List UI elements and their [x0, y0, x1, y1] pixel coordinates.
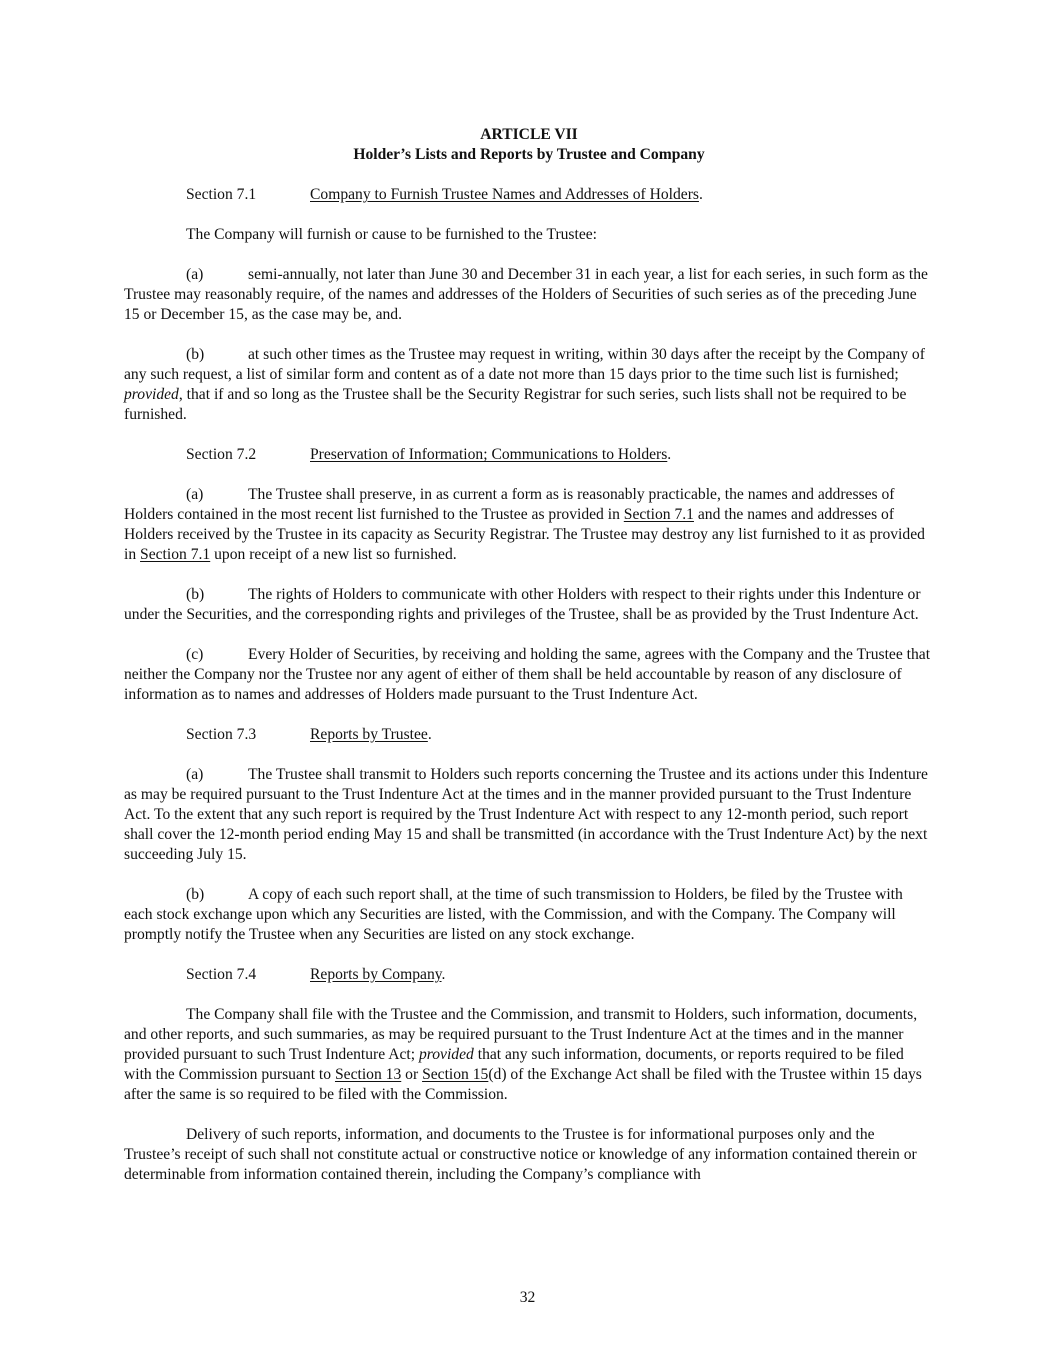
section-7-3-b	[124, 885, 934, 945]
section-7-2-heading: Section 7.2 Preservation of Information; Communications to Holders.	[186, 446, 672, 463]
section-7-3-heading: Section 7.3 Reports by Trustee.	[186, 726, 432, 743]
clause-text: and the names and addresses of Holders received by the Trustee in its capacity as Security Registrar. The Trustee may destroy any list furnished to it as provided in	[124, 506, 925, 563]
section-7-1-reference: Section 7.1	[140, 546, 211, 563]
clause-label: (b)	[186, 886, 205, 903]
section-7-1-intro: The Company will furnish or cause to be furnished to the Trustee:	[186, 226, 598, 243]
clause-text: at such other times as the Trustee may request in writing, within 30 days after the receipt by the Company of any such request, a list of similar form and content as of a date not more than 15 days prior to the time such list is furnished;	[124, 346, 925, 383]
clause-text: The Trustee shall transmit to Holders such reports concerning the Trustee and its actions under this Indenture as may be required pursuant to the Trust Indenture Act at the times and in the manner provided pursuant to the Trust Indenture Act. To the extent that any such report is required by the Trust Indenture Act with respect to any 12-month period, such report shall cover the 12-month period ending May 15 and shall be transmitted (in accordance with the Trust Indenture Act) by the next succeeding July 15.	[124, 766, 928, 863]
paragraph-text: The Company shall file with the Trustee and the Commission, and transmit to Holders, such information, documents, and other reports, and such summaries, as may be required pursuant to the Trust Indenture Act at the times and in the manner provided pursuant to such Trust Indenture Act;	[124, 1006, 918, 1063]
clause-text: Every Holder of Securities, by receiving and holding the same, agrees with the Company and the Trustee that neither the Company nor the Trustee nor any agent of either of them shall be held accountable by reason of any disclosure of information as to names and addresses of Holders made pursuant to the Trust Indenture Act.	[124, 646, 931, 703]
paragraph-text: or	[405, 1066, 419, 1083]
section-number: Section 7.1	[186, 186, 257, 203]
section-7-4-paragraph-2: Delivery of such reports, information, and documents to the Trustee is for informational purposes only and the Trustee’s receipt of such shall not constitute actual or constructive notice or knowledge of any information contained therein or determinable from information contained therein, including the Company’s compliance with	[124, 1126, 917, 1183]
page-number: 32	[519, 1289, 536, 1306]
section-7-1-a	[124, 265, 934, 325]
section-7-1-heading: Section 7.1 Company to Furnish Trustee Names and Addresses of Holders.	[186, 186, 703, 203]
section-title: Reports by Trustee	[310, 726, 428, 743]
paragraph-text: (d) of the Exchange Act shall be filed with the Trustee within 15 days after the same is so required to be filed with the Commission.	[124, 1066, 922, 1103]
clause-label: (a)	[186, 266, 204, 283]
clause-label: (a)	[186, 766, 204, 783]
section-title: Company to Furnish Trustee Names and Addresses of Holders	[310, 186, 699, 203]
section-7-3-a	[124, 765, 934, 865]
section-title: Preservation of Information; Communications to Holders	[310, 446, 668, 463]
document-page	[124, 125, 934, 1205]
clause-text: upon receipt of a new list so furnished.	[214, 546, 457, 563]
article-subtitle: Holder’s Lists and Reports by Trustee and Company	[353, 146, 705, 163]
section-number: Section 7.4	[186, 966, 257, 983]
section-number: Section 7.2	[186, 446, 257, 463]
article-title: ARTICLE VII	[480, 126, 578, 143]
clause-text: , that if and so long as the Trustee shall be the Security Registrar for such series, such lists shall not be required to be furnished.	[124, 386, 907, 423]
section-7-1-b	[124, 345, 934, 425]
clause-text: semi-annually, not later than June 30 and December 31 in each year, a list for each series, in such form as the Trustee may reasonably require, of the names and addresses of the Holders of Securities of such series as of the preceding June 15 or December 15, as the case may be, and.	[124, 266, 928, 323]
provided-italic: provided	[418, 1046, 474, 1063]
section-7-2-c	[124, 645, 934, 705]
section-number: Section 7.3	[186, 726, 257, 743]
section-7-4-paragraph-1	[124, 1005, 934, 1105]
paragraph-text: that any such information, documents, or reports required to be filed with the Commission pursuant to	[124, 1046, 904, 1083]
clause-label: (b)	[186, 346, 205, 363]
section-13-reference: Section 13	[334, 1066, 402, 1083]
clause-text: The Trustee shall preserve, in as current a form as is reasonably practicable, the names and addresses of Holders contained in the most recent list furnished to the Trustee as provided in	[124, 486, 895, 523]
section-title: Reports by Company	[310, 966, 442, 983]
section-7-4-heading: Section 7.4 Reports by Company.	[186, 966, 446, 983]
section-15-reference: Section 15	[422, 1066, 489, 1083]
clause-text: A copy of each such report shall, at the time of such transmission to Holders, be filed by the Trustee with each stock exchange upon which any Securities are listed, with the Commission, and with the Company. The Company will promptly notify the Trustee when any Securities are listed on any stock exchange.	[124, 886, 903, 943]
clause-text: The rights of Holders to communicate with other Holders with respect to their rights under this Indenture or under the Securities, and the corresponding rights and privileges of the Trustee, shall be as provided by the Trust Indenture Act.	[124, 586, 921, 623]
section-7-1-reference: Section 7.1	[623, 506, 694, 523]
clause-label: (a)	[186, 486, 204, 503]
section-7-2-b	[124, 585, 934, 625]
clause-label: (b)	[186, 586, 205, 603]
section-7-2-a	[124, 485, 934, 565]
clause-label: (c)	[186, 646, 204, 663]
provided-italic: provided	[124, 386, 179, 403]
